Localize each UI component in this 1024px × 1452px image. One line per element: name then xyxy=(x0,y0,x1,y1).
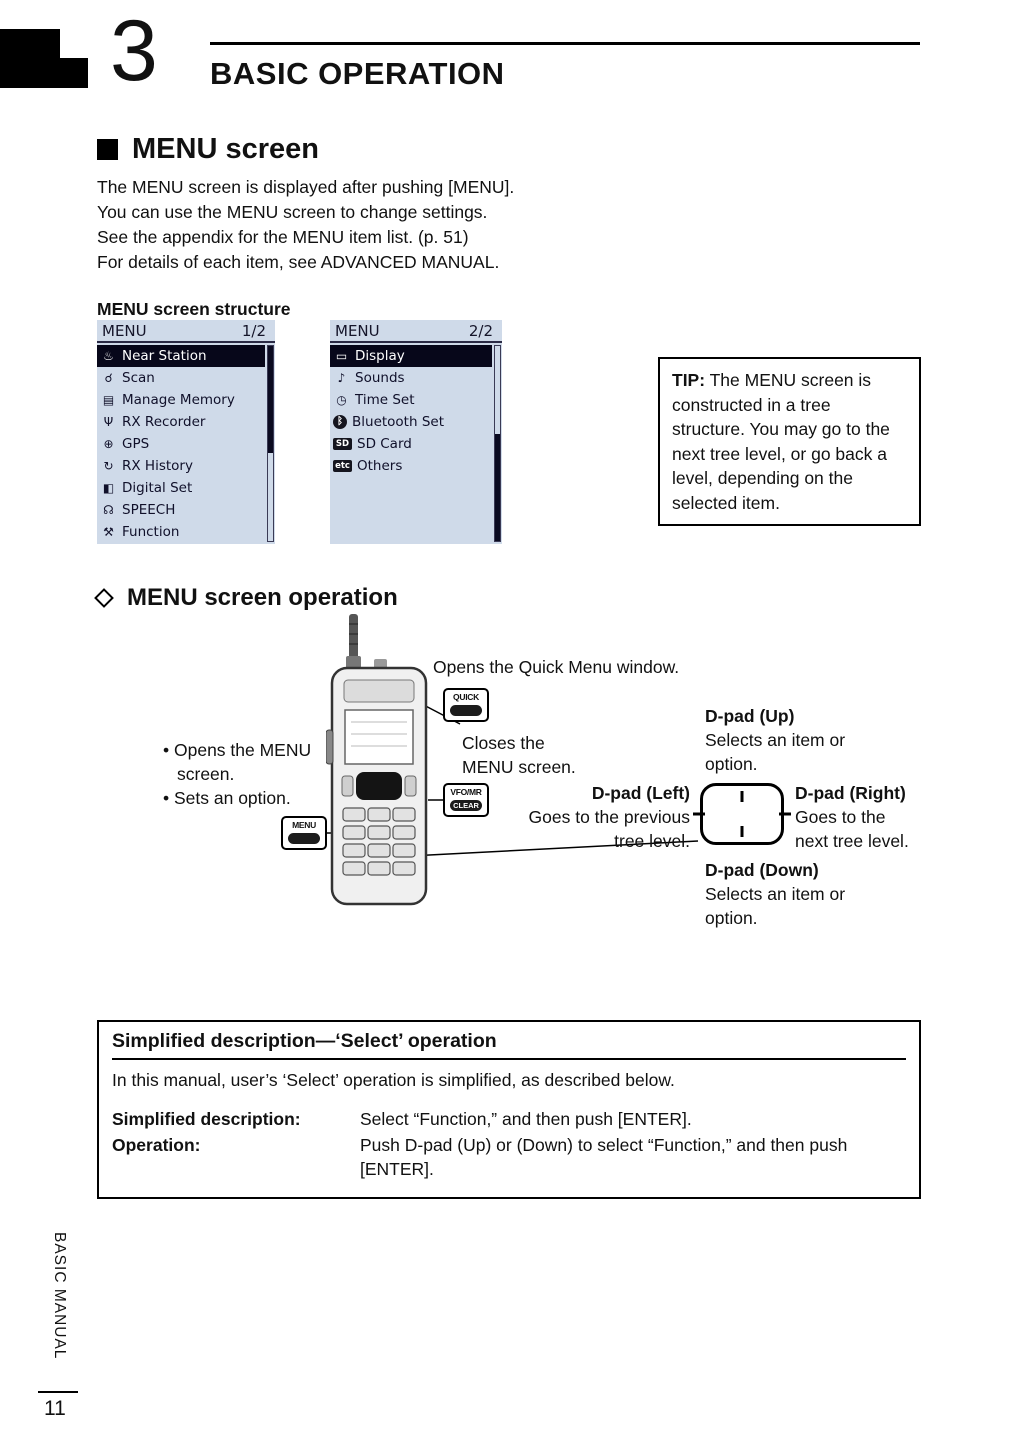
menu-item-label: SD Card xyxy=(357,436,412,452)
menu-key-label: MENU xyxy=(292,820,316,830)
simplified-box-title: Simplified description—‘Select’ operation xyxy=(112,1030,906,1060)
menu-item-display xyxy=(330,345,492,367)
operation-row-label: Operation: xyxy=(112,1135,201,1155)
menu-item-scan xyxy=(97,367,265,389)
menu-item-label: RX History xyxy=(122,458,193,474)
menu-item-label: Digital Set xyxy=(122,480,193,496)
chapter-rule xyxy=(210,42,920,45)
simplified-box-intro: In this manual, user’s ‘Select’ operation is simplified, as described below. xyxy=(112,1070,675,1090)
vfo-mr-button-icon xyxy=(443,783,489,817)
lcd-header xyxy=(330,320,502,343)
tip-box xyxy=(658,357,921,526)
menu-key-shape xyxy=(288,833,320,844)
lcd-scrollbar xyxy=(494,345,501,542)
dpad-left-callout xyxy=(505,781,690,853)
dpad-right-callout xyxy=(795,781,930,853)
tip-label: TIP: xyxy=(672,370,706,390)
menu-item-time-set xyxy=(330,389,492,411)
menu-operation-heading-label: MENU screen operation xyxy=(127,584,398,611)
lcd-scrollbar xyxy=(267,345,274,542)
menu-item-rx-recorder xyxy=(97,411,265,433)
manage-memory-icon: ▤ xyxy=(102,393,115,407)
dpad-left-tick xyxy=(693,813,705,816)
rx-recorder-icon: Ψ xyxy=(103,415,114,429)
digital-set-icon: ◧ xyxy=(102,481,115,495)
sounds-icon: ♪ xyxy=(337,371,346,385)
quick-key-shape xyxy=(450,705,482,716)
quick-key-label: QUICK xyxy=(453,692,479,702)
dpad-up-title: D-pad (Up) xyxy=(705,706,795,726)
chapter-title: BASIC OPERATION xyxy=(210,56,505,91)
menu-item-label: GPS xyxy=(122,436,150,452)
quick-button-icon xyxy=(443,688,489,722)
radio-illustration xyxy=(326,612,436,912)
menu-item-rx-history xyxy=(97,455,265,477)
quick-callout: Opens the Quick Menu window. xyxy=(433,657,680,677)
menu-item-gps xyxy=(97,433,265,455)
menu-item-function xyxy=(97,521,265,543)
operation-row-text: Push D-pad (Up) or (Down) to select “Function,” and then push [ENTER]. xyxy=(360,1135,848,1179)
menu-item-label: Scan xyxy=(122,370,155,386)
vfo-mr-key-shape: CLEAR xyxy=(450,800,482,811)
sidebar-label: BASIC MANUAL xyxy=(51,1232,68,1360)
menu-structure-label: MENU screen structure xyxy=(97,299,291,319)
vfo-mr-key-label: VFO/MR xyxy=(450,787,482,797)
chapter-number: 3 xyxy=(110,3,158,99)
simplified-row-text: Select “Function,” and then push [ENTER]. xyxy=(360,1109,692,1129)
dpad-down-tick xyxy=(741,826,744,837)
gps-icon: ⊕ xyxy=(103,437,114,451)
menu-item-label: Display xyxy=(355,348,405,364)
speech-icon: ☊ xyxy=(103,503,114,517)
tip-text: The MENU screen is constructed in a tree structure. You may go to the next tree level, or go back a level, depending on the selected item. xyxy=(672,370,890,513)
lcd-scrollbar-thumb xyxy=(495,434,500,541)
menu-screen-heading-label: MENU screen xyxy=(132,133,319,165)
menu-item-sounds xyxy=(330,367,492,389)
menu-callout-line: • Sets an option. xyxy=(163,788,291,808)
dpad-up-desc: Selects an item or option. xyxy=(705,730,846,774)
intro-line: You can use the MENU screen to change settings. xyxy=(97,202,488,222)
simplified-row xyxy=(112,1107,906,1131)
dpad-right-desc: Goes to the next tree level. xyxy=(795,807,909,851)
lcd-item-list xyxy=(330,345,492,477)
time-set-icon: ◷ xyxy=(336,393,347,407)
intro-line: For details of each item, see ADVANCED MANUAL. xyxy=(97,252,500,272)
near-station-icon: ♨ xyxy=(103,349,114,363)
dpad-down-callout xyxy=(705,858,925,930)
chapter-tab-lower xyxy=(0,58,88,88)
menu-item-digital-set xyxy=(97,477,265,499)
menu-item-bluetooth-set xyxy=(330,411,492,433)
dpad-down-desc: Selects an item or option. xyxy=(705,884,846,928)
lcd-scrollbar-thumb xyxy=(268,346,273,453)
dpad-left-title: D-pad (Left) xyxy=(591,783,690,803)
menu-screen-intro xyxy=(97,175,514,275)
menu-item-label: RX Recorder xyxy=(122,414,206,430)
lcd-header xyxy=(97,320,275,343)
menu-item-label: Function xyxy=(122,524,180,540)
dpad-up-tick xyxy=(741,791,744,802)
lcd-page-indicator: 2/2 xyxy=(468,321,493,340)
scan-icon: ☌ xyxy=(104,371,113,385)
others-icon: etc xyxy=(333,460,352,472)
menu-button-icon xyxy=(281,816,327,850)
intro-line: The MENU screen is displayed after pushing [MENU]. xyxy=(97,177,515,197)
dpad-up-callout xyxy=(705,704,860,776)
menu-button-callout xyxy=(163,738,321,810)
menu-item-label: Sounds xyxy=(355,370,405,386)
simplified-description-box xyxy=(97,1020,921,1199)
menu-callout-line: • Opens the MENU screen. xyxy=(163,740,312,784)
menu-screen-heading xyxy=(97,133,319,166)
intro-line: See the appendix for the MENU item list. (p. 51) xyxy=(97,227,469,247)
sd-card-icon: SD xyxy=(333,438,352,450)
close-callout: Closes the MENU screen. xyxy=(462,733,576,777)
menu-item-label: Time Set xyxy=(355,392,415,408)
menu-item-label: Bluetooth Set xyxy=(352,414,444,430)
menu-item-label: Others xyxy=(357,458,403,474)
lcd-title: MENU xyxy=(102,321,147,340)
display-icon: ▭ xyxy=(335,349,348,363)
menu-item-others xyxy=(330,455,492,477)
dpad-illustration xyxy=(700,783,784,845)
dpad-right-title: D-pad (Right) xyxy=(795,783,906,803)
simplified-box-rows xyxy=(112,1107,906,1181)
lcd-item-list xyxy=(97,345,265,543)
menu-item-label: Near Station xyxy=(122,348,207,364)
menu-item-manage-memory xyxy=(97,389,265,411)
menu-item-label: SPEECH xyxy=(122,502,176,518)
lcd-page-indicator: 1/2 xyxy=(241,321,266,340)
dpad-left-desc: Goes to the previous tree level. xyxy=(528,807,690,851)
menu-item-label: Manage Memory xyxy=(122,392,235,408)
chapter-tab xyxy=(0,29,60,58)
dpad-right-tick xyxy=(779,813,791,816)
lcd-menu-screen-2 xyxy=(330,320,502,544)
function-icon: ⚒ xyxy=(103,525,114,539)
bluetooth-set-icon: ᛒ xyxy=(333,415,347,429)
menu-item-sd-card xyxy=(330,433,492,455)
menu-item-speech xyxy=(97,499,265,521)
lcd-menu-screen-1 xyxy=(97,320,275,544)
menu-item-near-station xyxy=(97,345,265,367)
section-square-marker xyxy=(97,139,118,160)
operation-row xyxy=(112,1133,906,1181)
lcd-title: MENU xyxy=(335,321,380,340)
dpad-down-title: D-pad (Down) xyxy=(705,860,819,880)
page-number: 11 xyxy=(44,1397,66,1420)
page-number-rule xyxy=(38,1391,78,1393)
rx-history-icon: ↻ xyxy=(103,459,114,473)
simplified-row-label: Simplified description: xyxy=(112,1109,301,1129)
